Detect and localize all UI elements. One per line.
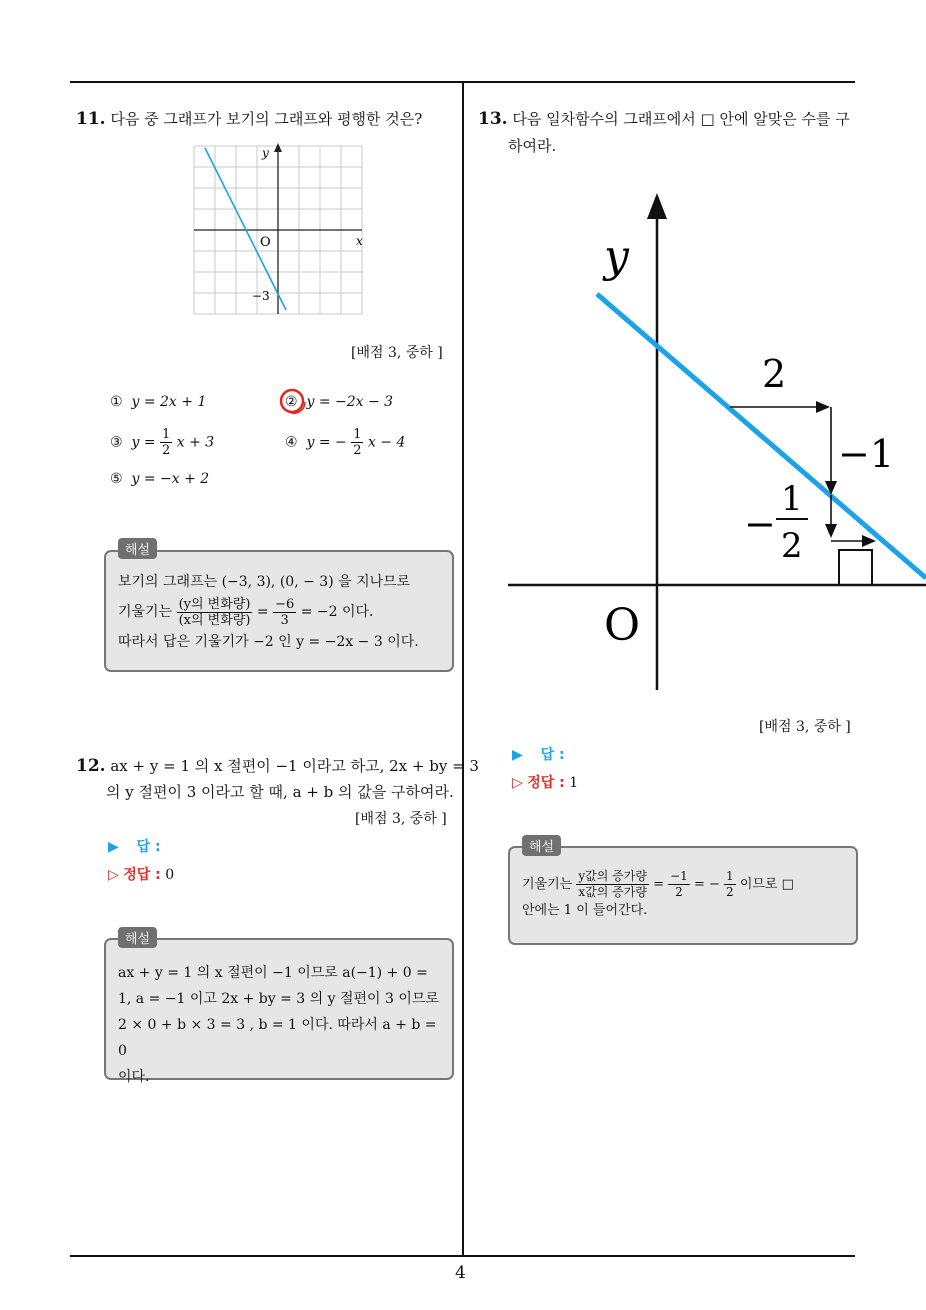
q13-correct-row	[512, 772, 578, 792]
choice-text: y = −2x − 3	[306, 394, 394, 410]
q12-explanation-line: 1, a = −1 이고 2x + by = 3 의 y 절편이 3 이므로	[118, 991, 439, 1007]
q13-y-arrowhead	[647, 193, 667, 219]
column-divider	[462, 81, 464, 1256]
q13-points: [배점 3, 중하 ]	[759, 719, 851, 735]
choice-text: y = −x + 2	[131, 471, 210, 487]
triangle-outline-icon: ▷	[512, 775, 523, 791]
q12-line1: ax + y = 1 의 x 절편이 −1 이라고 하고, 2x + by = 3	[110, 757, 479, 775]
q13-half-run-arrowhead	[862, 535, 876, 547]
q11-points: [배점 3, 중하 ]	[351, 345, 443, 361]
q13-explanation-line2: 안에는 1 이 들어간다.	[522, 903, 648, 918]
q13-explanation-tag: 해설	[522, 835, 561, 856]
q11-explanation-box	[104, 550, 454, 672]
q13-correct-label: 정답 :	[527, 775, 565, 791]
play-arrow-icon: ▶	[108, 839, 119, 855]
choice-text-pre: y =	[131, 434, 161, 451]
choice-text-pre: y = −	[306, 434, 347, 451]
q13-slope-fraction: $\frac{\text{y값의 증가량}}{\text{x값의 증가량}}$	[578, 869, 647, 899]
q13-half-minus: −	[744, 502, 776, 546]
q12-number: 12.	[76, 756, 106, 776]
q11-function-line	[205, 148, 286, 310]
q13-half-drop-arrowhead	[825, 524, 837, 538]
q13-y-label: y	[604, 231, 629, 282]
q12-answer-row	[108, 836, 161, 856]
choice-number: ①	[110, 394, 123, 410]
q13-value-fraction: $\frac{-1}{2}$	[670, 869, 688, 899]
q11-explanation-tag: 해설	[118, 538, 157, 559]
q13-number: 13.	[478, 109, 508, 129]
play-arrow-icon: ▶	[512, 747, 523, 763]
choice-number: ⑤	[110, 471, 123, 487]
q11-y-label: y	[262, 146, 269, 160]
choice-text-post: x + 3	[176, 434, 215, 451]
q12-answer-label: 답 :	[136, 839, 161, 855]
q12-question	[76, 753, 479, 779]
q12-explanation-tag: 해설	[118, 927, 157, 948]
q11-question	[76, 106, 422, 132]
selected-answer-circle-icon	[277, 386, 307, 416]
q12-explanation-box	[104, 938, 454, 1085]
q13-explanation-box	[508, 846, 858, 945]
choice-fraction: $\frac{1}{2}$	[162, 427, 171, 458]
q12-correct-value: 0	[165, 867, 175, 883]
q12-explanation-line: 이다.	[118, 1069, 150, 1085]
q13-question	[478, 106, 850, 132]
q12-explanation-line: 2 × 0 + b × 3 = 3 , b = 1 이다. 따라서 a + b = 0	[118, 1017, 437, 1059]
q12-explanation-line: ax + y = 1 의 x 절편이 −1 이므로 a(−1) + 0 =	[118, 965, 428, 981]
page-number: 4	[455, 1263, 466, 1283]
choice-fraction: $\frac{1}{2}$	[353, 427, 362, 458]
q11-number: 11.	[76, 109, 106, 129]
q11-explanation-line1: 보기의 그래프는 (−3, 3), (0, − 3) 을 지나므로	[118, 574, 411, 590]
q13-half-numerator: 1	[781, 479, 803, 519]
q13-answer-label: 답 :	[540, 747, 565, 763]
q11-slope-fraction: $\frac{\text{(y의 변화량)}}{\text{(x의 변화량)}}$	[178, 596, 251, 628]
q13-answer-box	[839, 550, 872, 585]
q13-answer-row	[512, 744, 565, 764]
q12-points: [배점 3, 중하 ]	[355, 811, 447, 827]
q11-choice-5[interactable]	[110, 471, 209, 487]
q11-origin-label: O	[260, 235, 271, 250]
q13-explanation-line1: 기울기는 $\frac{\text{y값의 증가량}}{\text{x값의 증가량}}$ = $\frac{-1}{2}$ = − $\frac{1}{2}$ 이므로 □	[522, 869, 794, 899]
q13-rise-label: −1	[838, 432, 895, 476]
q11-value-fraction: $\frac{-6}{3}$	[275, 596, 295, 628]
q11-graph	[190, 143, 368, 315]
q12-correct-row	[108, 864, 174, 884]
bottom-rule	[70, 1255, 855, 1257]
q11-text: 다음 중 그래프가 보기의 그래프와 평행한 것은?	[110, 110, 423, 128]
q11-choice-3[interactable]	[110, 427, 214, 458]
q11-explanation-line2: 기울기는 $\frac{\text{(y의 변화량)}}{\text{(x의 변화량)}}$ = $\frac{-6}{3}$ = −2 이다.	[118, 596, 374, 628]
q12-line2: 의 y 절편이 3 이라고 할 때, a + b 의 값을 구하여라.	[106, 783, 454, 801]
q13-origin-label: O	[604, 600, 641, 651]
q13-run-label: 2	[762, 352, 787, 396]
q13-correct-value: 1	[569, 775, 579, 791]
q13-half-denominator: 2	[781, 526, 803, 566]
q13-run-arrowhead	[816, 401, 830, 413]
q11-y-arrowhead	[274, 143, 282, 152]
q13-graph	[500, 185, 926, 695]
triangle-outline-icon: ▷	[108, 867, 119, 883]
q11-explanation-line3: 따라서 답은 기울기가 −2 인 y = −2x − 3 이다.	[118, 634, 419, 650]
q11-choice-4[interactable]	[285, 427, 405, 458]
choice-text: y = 2x + 1	[131, 394, 207, 410]
q13-line2: 하여라.	[508, 137, 557, 155]
q12-correct-label: 정답 :	[123, 867, 161, 883]
q13-line1: 다음 일차함수의 그래프에서 □ 안에 알맞은 수를 구	[512, 110, 850, 128]
q13-half-fraction: $\frac{1}{2}$	[726, 869, 734, 899]
choice-number: ②	[285, 394, 298, 410]
q11-x-label: x	[356, 234, 363, 248]
choice-number: ④	[285, 434, 298, 451]
q11-choice-1[interactable]	[110, 394, 206, 410]
q11-intercept-label: −3	[252, 289, 270, 303]
choice-text-post: x − 4	[367, 434, 406, 451]
choice-number: ③	[110, 434, 123, 451]
